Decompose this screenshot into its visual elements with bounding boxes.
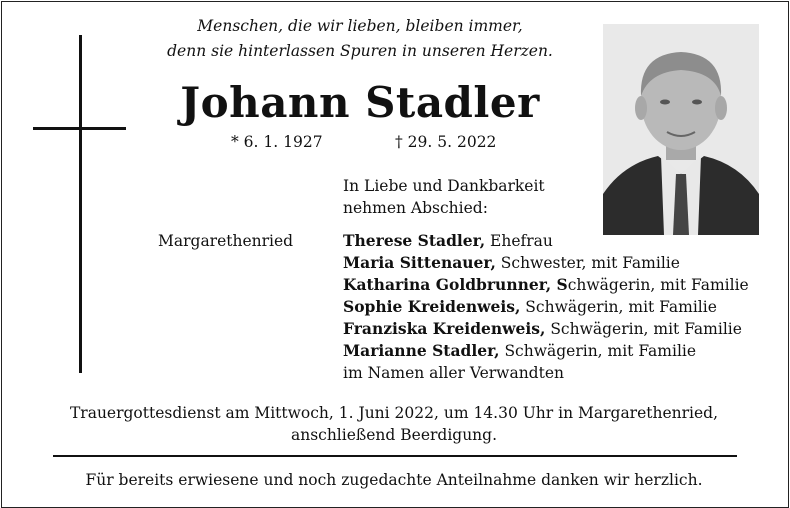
mourner-entry	[343, 318, 749, 340]
farewell-line-1: In Liebe und Dankbarkeit	[343, 177, 545, 195]
mourner-name: Maria Sittenauer,	[343, 253, 496, 272]
mourner-relation: Ehefrau	[485, 232, 553, 250]
service-info	[0, 402, 788, 446]
mourner-relation: chwägerin, mit Familie	[567, 276, 749, 294]
farewell-intro	[343, 175, 545, 219]
mourner-entry	[343, 274, 749, 296]
mourner-name: Katharina Goldbrunner, S	[343, 275, 568, 294]
birth-date: * 6. 1. 1927	[231, 133, 323, 151]
portrait-photo	[603, 24, 759, 235]
death-date: † 29. 5. 2022	[395, 133, 497, 151]
deceased-name: Johann Stadler	[180, 78, 540, 127]
farewell-line-2: nehmen Abschied:	[343, 199, 488, 217]
mourner-entry	[343, 296, 749, 318]
mourner-entry	[343, 340, 749, 362]
mourners-list	[343, 230, 749, 384]
place-name: Margarethenried	[158, 232, 294, 250]
relatives-line: im Namen aller Verwandten	[343, 364, 564, 382]
mourner-relation: Schwester, mit Familie	[495, 254, 680, 272]
service-line-1: Trauergottesdienst am Mittwoch, 1. Juni 2022, um 14.30 Uhr in Margarethenried,	[69, 404, 719, 422]
verse-line-1: Menschen, die wir lieben, bleiben immer,	[197, 17, 523, 35]
mourner-relation: Schwägerin, mit Familie	[545, 320, 742, 338]
mourner-name: Franziska Kreidenweis,	[343, 319, 546, 338]
closing-thanks: Für bereits erwiesene und noch zugedachte Anteilnahme danken wir herzlich.	[85, 471, 703, 489]
mourner-entry	[343, 230, 749, 252]
mourner-name: Therese Stadler,	[343, 231, 486, 250]
mourner-name: Marianne Stadler,	[343, 341, 500, 360]
verse-line-2: denn sie hinterlassen Spuren in unseren Herzen.	[167, 42, 553, 60]
service-line-2: anschließend Beerdigung.	[290, 426, 498, 444]
mourner-relation: Schwägerin, mit Familie	[499, 342, 697, 360]
mourner-entry	[343, 252, 749, 274]
divider	[53, 455, 737, 457]
mourner-name: Sophie Kreidenweis,	[343, 297, 521, 316]
mourner-relation: Schwägerin, mit Familie	[520, 298, 717, 316]
